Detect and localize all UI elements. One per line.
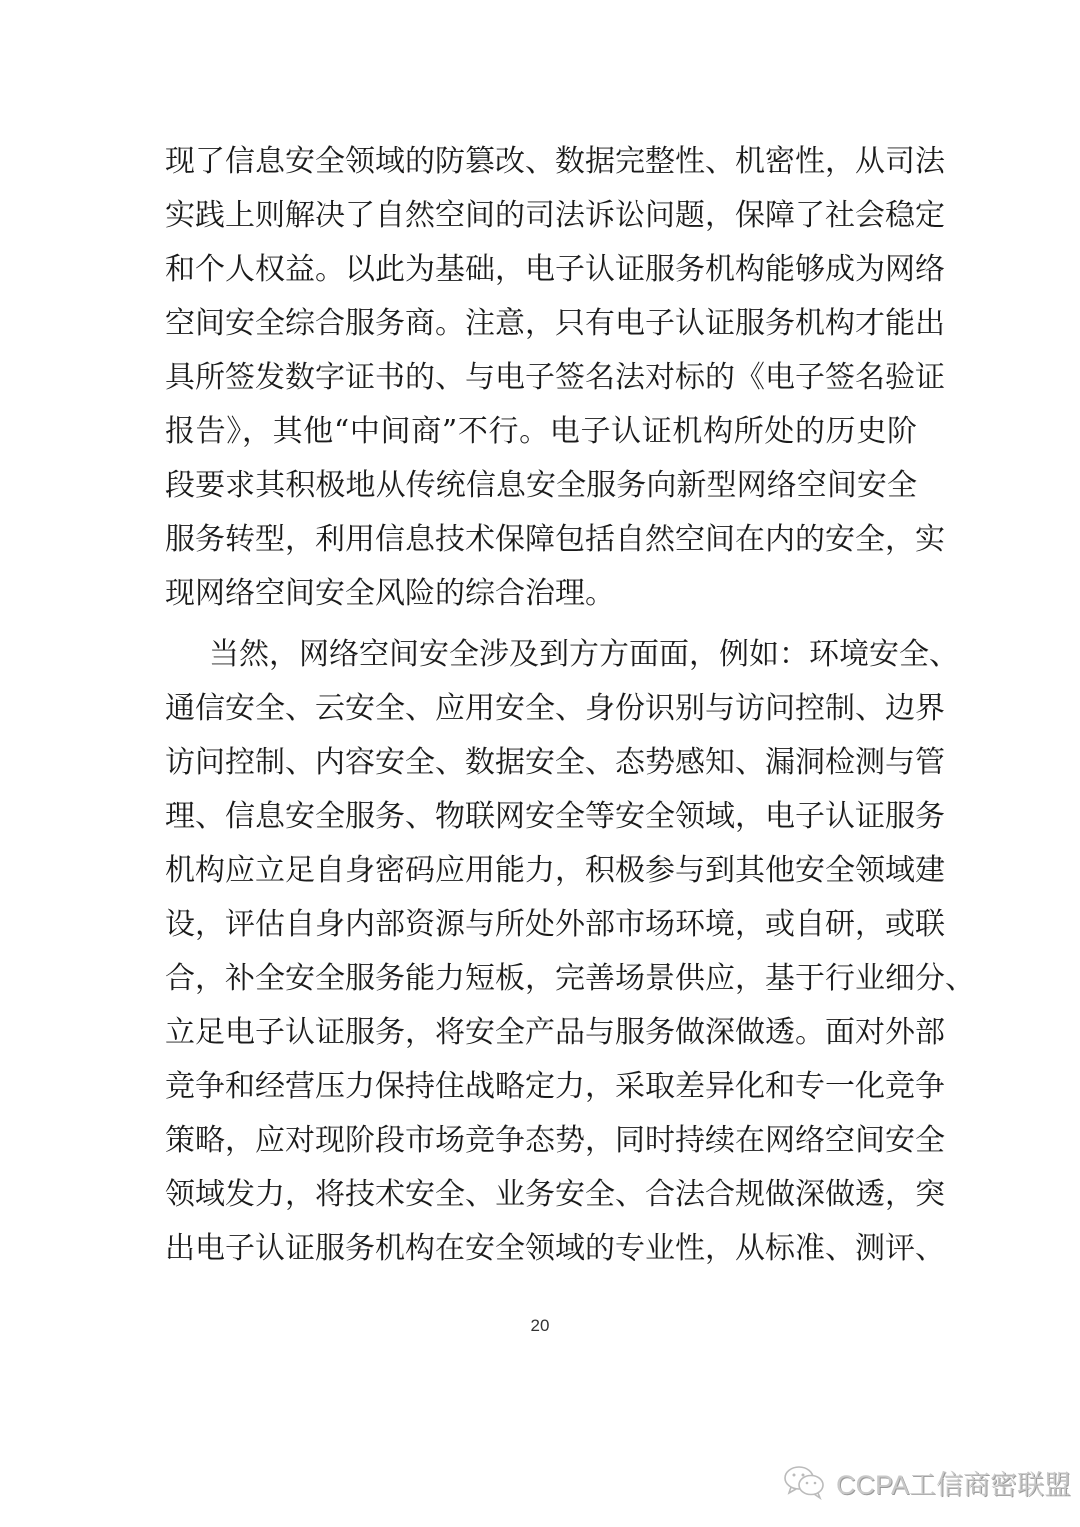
text-line: 和个人权益。以此为基础，电子认证服务机构能够成为网络 [165, 252, 945, 287]
page-number: 20 [530, 1316, 550, 1335]
text-line: 现网络空间安全风险的综合治理。 [165, 576, 615, 611]
text-line: 立足电子认证服务，将安全产品与服务做深做透。面对外部 [165, 1015, 945, 1050]
text-line: 机构应立足自身密码应用能力，积极参与到其他安全领域建 [165, 853, 945, 888]
text-line: 出电子认证服务机构在安全领域的专业性，从标准、测评、 [165, 1231, 945, 1266]
watermark [782, 1462, 1071, 1502]
text-line: 访问控制、内容安全、数据安全、态势感知、漏洞检测与管 [165, 745, 945, 780]
text-line: 竞争和经营压力保持住战略定力，采取差异化和专一化竞争 [165, 1069, 945, 1104]
text-line: 策略，应对现阶段市场竞争态势，同时持续在网络空间安全 [165, 1123, 945, 1158]
text-line: 现了信息安全领域的防篡改、数据完整性、机密性，从司法 [165, 144, 945, 179]
text-line: 段要求其积极地从传统信息安全服务向新型网络空间安全 [165, 468, 917, 503]
text-line: 通信安全、云安全、应用安全、身份识别与访问控制、边界 [165, 691, 945, 726]
text-line: 具所签发数字证书的、与电子签名法对标的《电子签名验证 [165, 360, 945, 395]
watermark-text: CCPA工信商密联盟 [836, 1469, 1072, 1500]
text-line: 服务转型，利用信息技术保障包括自然空间在内的安全，实 [165, 522, 945, 557]
text-line: 设，评估自身内部资源与所处外部市场环境，或自研，或联 [165, 907, 945, 942]
text-line: 当然，网络空间安全涉及到方方面面，例如：环境安全、 [209, 637, 959, 672]
text-line: 报告》，其他“中间商”不行。电子认证机构所处的历史阶 [165, 414, 917, 449]
text-line: 领域发力，将技术安全、业务安全、合法合规做深做透，突 [165, 1177, 945, 1212]
wechat-icon [782, 1464, 828, 1500]
text-line: 实践上则解决了自然空间的司法诉讼问题，保障了社会稳定 [165, 198, 945, 233]
text-line: 空间安全综合服务商。注意，只有电子认证服务机构才能出 [165, 306, 945, 341]
text-line: 合，补全安全服务能力短板，完善场景供应，基于行业细分、 [165, 961, 975, 996]
text-line: 理、信息安全服务、物联网安全等安全领域，电子认证服务 [165, 799, 945, 834]
